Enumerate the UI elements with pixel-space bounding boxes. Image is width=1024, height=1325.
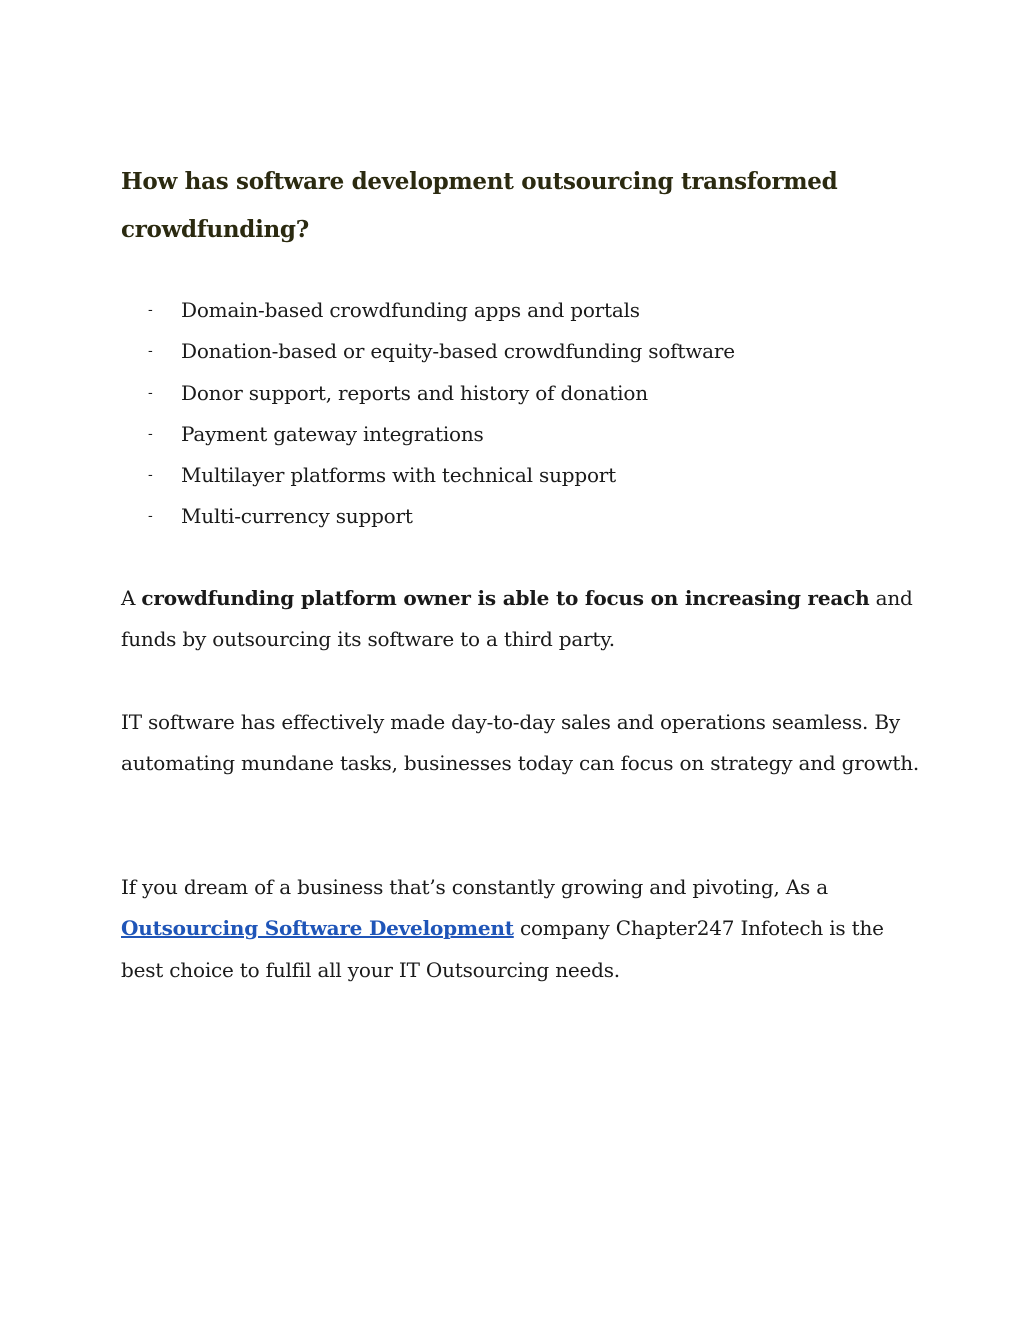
list-item <box>121 455 921 496</box>
list-item <box>121 331 921 372</box>
paragraph-text: company Chapter247 Infotech is the best choice to fulfil all your IT Outsourcing needs. <box>121 916 884 982</box>
bullet-dash: - <box>148 343 153 360</box>
bullet-dash: - <box>148 425 153 442</box>
feature-list <box>121 290 921 538</box>
paragraph-text: If you dream of a business that’s constantly growing and pivoting, As a <box>121 875 828 899</box>
bullet-dash: - <box>148 302 153 318</box>
list-item-text: Donation-based or equity-based crowdfunding software <box>181 339 735 364</box>
list-item <box>121 373 921 414</box>
list-item <box>121 496 921 537</box>
list-item-text: Multilayer platforms with technical support <box>181 463 617 488</box>
paragraph-platform-owner <box>121 578 921 661</box>
list-item-text: Domain-based crowdfunding apps and portals <box>181 298 640 322</box>
list-item-text: Multi-currency support <box>181 504 413 529</box>
list-item-text: Donor support, reports and history of donation <box>181 380 648 405</box>
paragraph-it-software: IT software has effectively made day-to-day sales and operations seamless. By automating mundane tasks, businesses today can focus on strategy and growth. <box>121 710 920 776</box>
list-item <box>121 290 921 331</box>
paragraph-text: and funds by outsourcing its software to a third party. <box>121 586 913 652</box>
list-item <box>121 414 921 455</box>
list-item-text: Payment gateway integrations <box>181 421 484 446</box>
outsourcing-link[interactable]: Outsourcing Software Development <box>121 916 514 941</box>
paragraph-call-to-action <box>121 867 921 991</box>
paragraph-text: A <box>121 586 142 610</box>
bullet-dash: - <box>148 384 153 401</box>
bold-phrase: crowdfunding platform owner is able to focus on increasing reach <box>141 586 870 610</box>
bullet-dash: - <box>148 508 153 525</box>
bullet-dash: - <box>148 467 153 484</box>
page-title: How has software development outsourcing transformed crowdfunding? <box>121 168 838 243</box>
